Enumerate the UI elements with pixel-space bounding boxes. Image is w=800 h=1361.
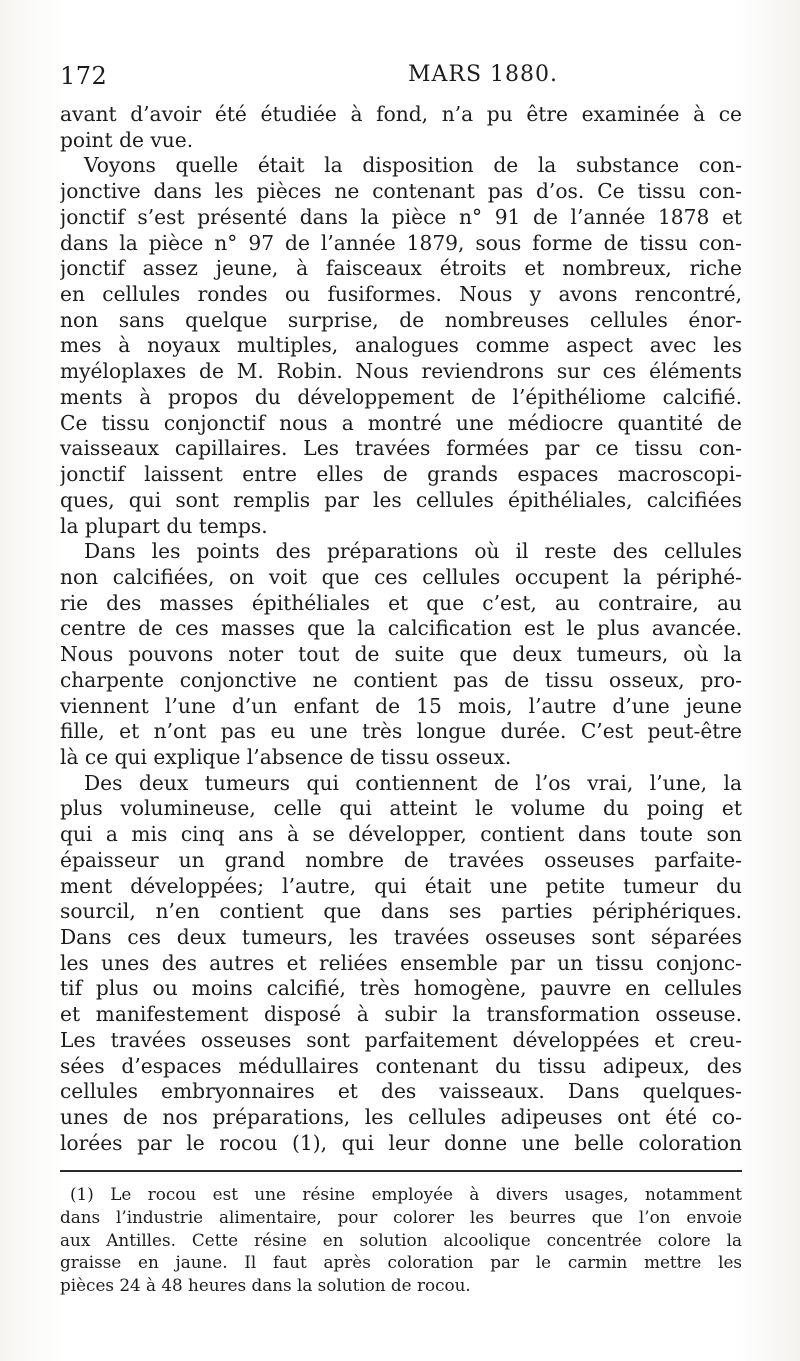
- text-line: dans la pièce n° 97 de l’année 1879, sous forme de tissu con-: [60, 230, 742, 255]
- body-text: [60, 102, 742, 1156]
- text-line: sées d’espaces médullaires contenant du tissu adipeux, des: [60, 1053, 742, 1078]
- text-line: tif plus ou moins calcifié, très homogène, pauvre en cellules: [60, 976, 742, 1001]
- text-line: cellules embryonnaires et des vaisseaux. Dans quelques-: [60, 1079, 742, 1104]
- text-line: ques, qui sont remplis par les cellules épithéliales, calcifiées: [60, 487, 742, 512]
- text-line: non sans quelque surprise, de nombreuses cellules énor-: [60, 307, 742, 332]
- text-line: unes de nos préparations, les cellules adipeuses ont été co-: [60, 1105, 742, 1130]
- text-line: charpente conjonctive ne contient pas de tissu osseux, pro-: [60, 667, 742, 692]
- text-line: myéloplaxes de M. Robin. Nous reviendrons sur ces éléments: [60, 359, 742, 384]
- footnote-divider: [60, 1170, 742, 1172]
- text-line: avant d’avoir été étudiée à fond, n’a pu être examinée à ce: [60, 102, 742, 126]
- text-line: et manifestement disposé à subir la transformation osseuse.: [60, 1002, 742, 1027]
- text-line: viennent l’une d’un enfant de 15 mois, l’autre d’une jeune: [60, 693, 742, 718]
- text-line: qui a mis cinq ans à se développer, contient dans toute son: [60, 822, 742, 847]
- text-line: lorées par le rocou (1), qui leur donne une belle coloration: [60, 1130, 742, 1155]
- text-line: Dans les points des préparations où il reste des cellules: [84, 539, 742, 564]
- text-line: les unes des autres et reliées ensemble par un tissu conjonc-: [60, 950, 742, 975]
- text-line: plus volumineuse, celle qui atteint le volume du poing et: [60, 796, 742, 821]
- text-line: Nous pouvons noter tout de suite que deux tumeurs, où la: [60, 642, 742, 667]
- text-line: la plupart du temps.: [60, 513, 268, 538]
- text-line: non calcifiées, on voit que ces cellules occupent la périphé-: [60, 564, 742, 589]
- text-line: sourcil, n’en contient que dans ses parties périphériques.: [60, 899, 742, 924]
- text-line: Dans ces deux tumeurs, les travées osseuses sont séparées: [60, 925, 742, 949]
- text-line: Ce tissu conjonctif nous a montré une médiocre quantité de: [60, 410, 742, 435]
- footnote-line: graisse en jaune. Il faut après coloration par le carmin mettre les: [60, 1252, 742, 1273]
- text-line: jonctive dans les pièces ne contenant pas d’os. Ce tissu con-: [60, 179, 742, 204]
- running-head: MARS 1880.: [408, 62, 559, 87]
- footnote-line: dans l’industrie alimentaire, pour colorer les beurres que l’on envoie: [60, 1206, 742, 1227]
- page-header: [60, 62, 740, 94]
- footnote-line: aux Antilles. Cette résine en solution alcoolique concentrée colore la: [60, 1229, 742, 1250]
- text-line: ment développées; l’autre, qui était une petite tumeur du: [60, 873, 742, 898]
- text-line: Voyons quelle était la disposition de la substance con-: [84, 153, 742, 178]
- text-line: Les travées osseuses sont parfaitement développées et creu-: [60, 1027, 742, 1052]
- text-line: centre de ces masses que la calcification est le plus avancée.: [60, 616, 742, 641]
- text-line: mes à noyaux multiples, analogues comme aspect avec les: [60, 333, 742, 358]
- footnote-line: (1) Le rocou est une résine employée à divers usages, notamment: [70, 1184, 742, 1204]
- page-number: 172: [60, 62, 108, 90]
- text-line: Des deux tumeurs qui contiennent de l’os vrai, l’une, la: [84, 770, 742, 795]
- text-line: là ce qui explique l’absence de tissu osseux.: [60, 744, 512, 769]
- footnote-line: pièces 24 à 48 heures dans la solution de rocou.: [60, 1275, 471, 1296]
- text-line: épaisseur un grand nombre de travées osseuses parfaite-: [60, 847, 742, 872]
- text-line: jonctif s’est présenté dans la pièce n° 91 de l’année 1878 et: [60, 204, 742, 229]
- footnote: [60, 1183, 742, 1297]
- text-line: rie des masses épithéliales et que c’est, au contraire, au: [60, 590, 742, 615]
- text-line: en cellules rondes ou fusiformes. Nous y avons rencontré,: [60, 282, 742, 307]
- text-line: vaisseaux capillaires. Les travées formées par ce tissu con-: [60, 436, 742, 461]
- text-line: jonctif assez jeune, à faisceaux étroits et nombreux, riche: [60, 256, 742, 281]
- text-line: point de vue.: [60, 127, 194, 152]
- text-line: jonctif laissent entre elles de grands espaces macroscopi-: [60, 462, 742, 487]
- text-line: fille, et n’ont pas eu une très longue durée. C’est peut-être: [60, 719, 742, 744]
- text-line: ments à propos du développement de l’épithéliome calcifié.: [60, 384, 742, 409]
